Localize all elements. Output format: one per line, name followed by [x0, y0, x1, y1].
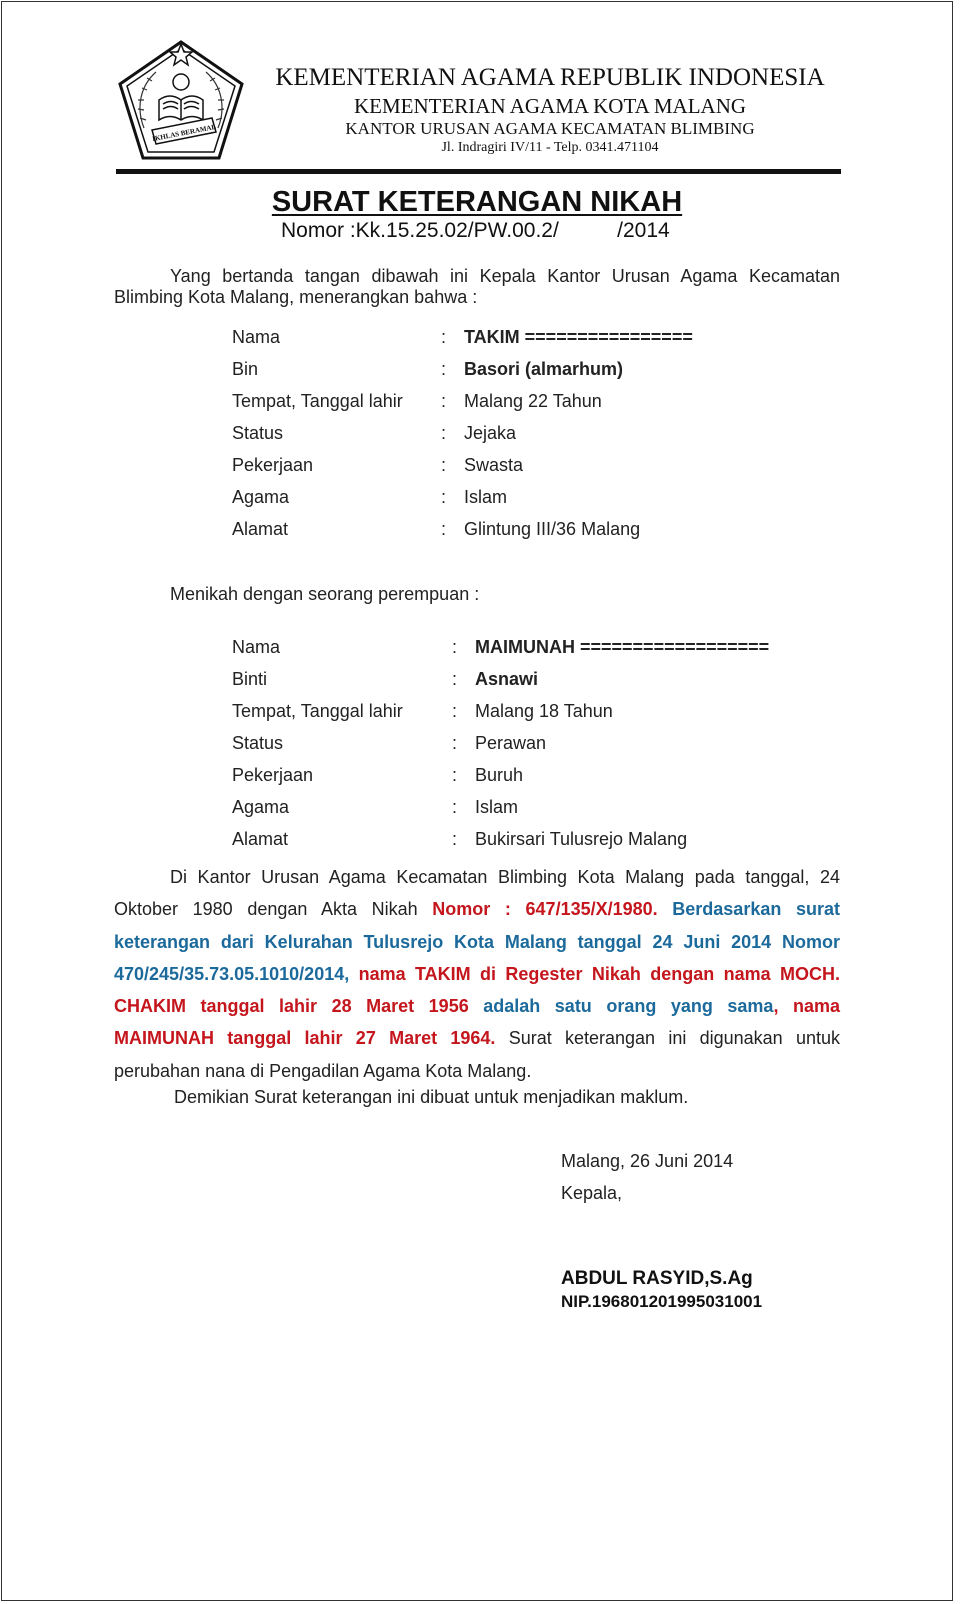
header-address: Jl. Indragiri IV/11 - Telp. 0341.471104 — [441, 140, 659, 155]
groom-colon: : — [441, 359, 447, 379]
bride-colon: : — [452, 701, 458, 721]
bride-label-nama: Nama — [232, 637, 281, 657]
bride-colon: : — [452, 797, 458, 817]
bride-label-status: Status — [232, 733, 284, 753]
statement-name-groom: nama TAKIM di Regester Nikah dengan nama MOCH. CHAKIM tanggal lahir 28 Maret 1956 — [114, 963, 840, 1017]
signature-name: ABDUL RASYID,S.Ag — [561, 1268, 753, 1289]
statement-name-bride: , nama MAIMUNAH tanggal lahir 27 Maret 1964. — [114, 996, 840, 1049]
bride-label-alamat: Alamat — [232, 829, 289, 849]
groom-value-pekerjaan: Swasta — [464, 455, 524, 475]
groom-value-bin: Basori (almarhum) — [464, 359, 624, 379]
groom-colon: : — [441, 423, 447, 443]
logo-motto: IKHLAS BERAMAL — [151, 122, 217, 144]
intro-paragraph: Yang bertanda tangan dibawah ini Kepala Kantor Urusan Agama Kecamatan Blimbing Kota Malang, menerangkan bahwa : — [114, 266, 840, 307]
bride-colon: : — [452, 765, 458, 785]
groom-colon: : — [441, 391, 447, 411]
groom-colon: : — [441, 327, 447, 347]
bride-value-agama: Islam — [475, 797, 519, 817]
groom-value-agama: Islam — [464, 487, 508, 507]
groom-colon: : — [441, 455, 447, 475]
header-line-1: KEMENTERIAN AGAMA REPUBLIK INDONESIA — [275, 64, 825, 91]
bride-label-agama: Agama — [232, 797, 290, 817]
signature-place-date: Malang, 26 Juni 2014 — [561, 1151, 734, 1171]
groom-label-alamat: Alamat — [232, 519, 289, 539]
bride-label-binti: Binti — [232, 669, 268, 689]
groom-label-pekerjaan: Pekerjaan — [232, 455, 314, 475]
statement-akta-number: Nomor : 647/135/X/1980. — [432, 899, 658, 920]
header-line-3: KANTOR URUSAN AGAMA KECAMATAN BLIMBING — [345, 119, 755, 138]
groom-value-nama: TAKIM ================ — [464, 327, 693, 347]
closing-sentence: Demikian Surat keterangan ini dibuat untuk menjadikan maklum. — [174, 1087, 689, 1107]
bride-value-binti: Asnawi — [475, 669, 539, 689]
statement-purpose: Surat keterangan ini digunakan untuk perubahan nana di Pengadilan Agama Kota Malang. — [114, 1028, 840, 1081]
groom-label-nama: Nama — [232, 327, 281, 347]
groom-colon: : — [441, 487, 447, 507]
bride-label-pekerjaan: Pekerjaan — [232, 765, 314, 785]
bride-value-pekerjaan: Buruh — [475, 765, 524, 785]
header-divider — [116, 169, 841, 174]
bride-value-ttl: Malang 18 Tahun — [475, 701, 613, 721]
statement-paragraph — [114, 861, 840, 1087]
groom-label-ttl: Tempat, Tanggal lahir — [232, 391, 403, 411]
groom-colon: : — [441, 519, 447, 539]
bride-colon: : — [452, 733, 458, 753]
bride-value-nama: MAIMUNAH ================== — [475, 637, 770, 657]
document-number: Nomor :Kk.15.25.02/PW.00.2/ /2014 — [281, 219, 670, 242]
bride-value-status: Perawan — [475, 733, 547, 753]
signature-position: Kepala, — [561, 1183, 623, 1203]
statement-reference: Berdasarkan surat keterangan dari Kelurahan Tulusrejo Kota Malang tanggal 24 Juni 2014 Nomor 470/245/35.73.05.1010/2014, — [114, 899, 840, 984]
groom-value-alamat: Glintung III/36 Malang — [464, 519, 641, 539]
bride-value-alamat: Bukirsari Tulusrejo Malang — [475, 829, 688, 849]
groom-value-status: Jejaka — [464, 423, 517, 443]
document-title: SURAT KETERANGAN NIKAH — [271, 186, 683, 218]
groom-label-bin: Bin — [232, 359, 259, 379]
groom-value-ttl: Malang 22 Tahun — [464, 391, 602, 411]
bride-heading: Menikah dengan seorang perempuan : — [170, 584, 480, 604]
bride-colon: : — [452, 829, 458, 849]
groom-label-status: Status — [232, 423, 284, 443]
bride-colon: : — [452, 637, 458, 657]
statement-same-person: adalah satu orang yang sama — [468, 996, 774, 1017]
signature-nip: NIP.196801201995031001 — [561, 1292, 763, 1311]
header-line-2: KEMENTERIAN AGAMA KOTA MALANG — [353, 94, 747, 118]
kementerian-agama-emblem-icon — [116, 38, 246, 162]
statement-part-1: Di Kantor Urusan Agama Kecamatan Blimbing Kota Malang pada tanggal, 24 Oktober 1980 dengan Akta Nikah — [114, 867, 840, 920]
bride-label-ttl: Tempat, Tanggal lahir — [232, 701, 403, 721]
bride-colon: : — [452, 669, 458, 689]
groom-label-agama: Agama — [232, 487, 290, 507]
